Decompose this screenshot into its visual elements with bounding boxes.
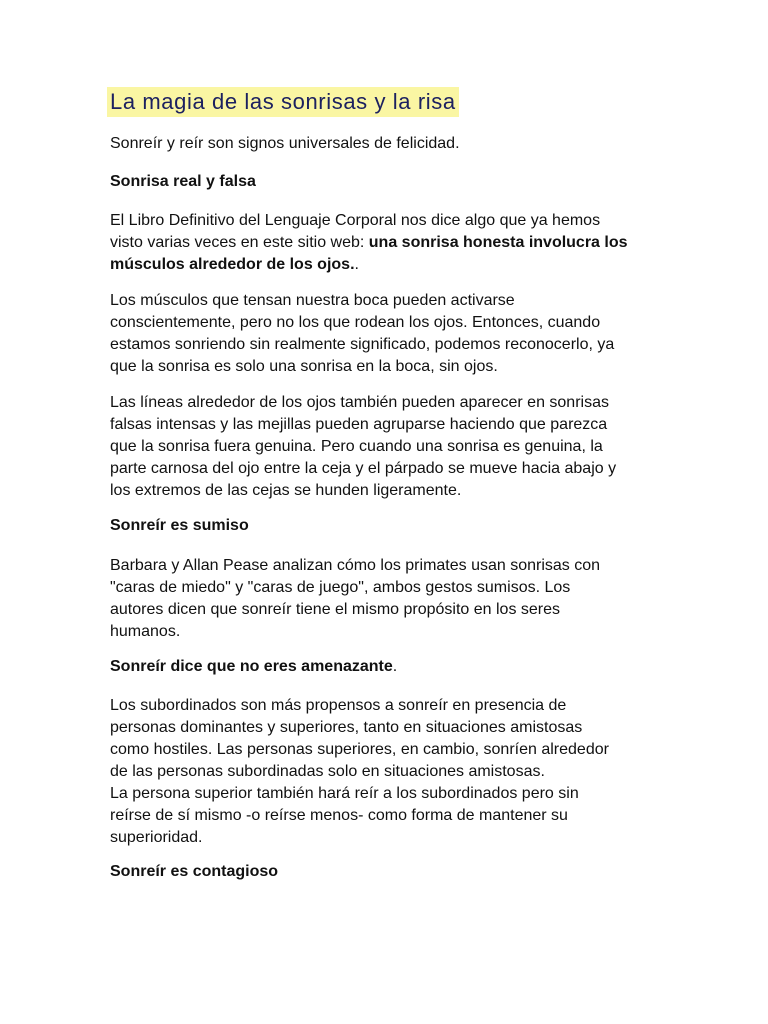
text-line: los extremos de las cejas se hunden ligeramente. (110, 482, 462, 499)
section-heading-contagioso (110, 861, 278, 883)
text-line: superioridad. (110, 829, 203, 846)
text-line: conscientemente, pero no los que rodean los ojos. Entonces, cuando (110, 314, 601, 331)
heading-period: . (392, 658, 398, 675)
text-line: que la sonrisa fuera genuina. Pero cuando una sonrisa es genuina, la (110, 438, 603, 455)
text-line: parte carnosa del ojo entre la ceja y el párpado se mueve hacia abajo y (110, 460, 617, 477)
text-line: personas dominantes y superiores, tanto en situaciones amistosas (110, 719, 583, 736)
text-line: de las personas subordinadas solo en situaciones amistosas. (110, 763, 545, 780)
paragraph (110, 210, 628, 276)
text-line: Sonreír y reír son signos universales de felicidad. (110, 135, 460, 152)
text-line: humanos. (110, 623, 181, 640)
text-line: reírse de sí mismo -o reírse menos- como forma de mantener su (110, 807, 568, 824)
text-line (110, 232, 628, 254)
paragraph (110, 392, 616, 502)
document-title: La magia de las sonrisas y la risa (107, 87, 459, 117)
section-heading-text: Sonreír es contagioso (110, 863, 279, 880)
text-segment: visto varias veces en este sitio web: (110, 234, 369, 251)
paragraph (110, 695, 609, 849)
text-line: La persona superior también hará reír a los subordinados pero sin (110, 785, 579, 802)
text-line: Las líneas alrededor de los ojos también pueden aparecer en sonrisas (110, 394, 609, 411)
section-heading-sumiso (110, 515, 249, 537)
text-line: Los músculos que tensan nuestra boca pueden activarse (110, 292, 515, 309)
section-heading-text: Sonreír es sumiso (110, 517, 249, 534)
text-line: El Libro Definitivo del Lenguaje Corporal nos dice algo que ya hemos (110, 212, 601, 229)
text-line: falsas intensas y las mejillas pueden agruparse haciendo que parezca (110, 416, 608, 433)
section-heading-text: Sonrisa real y falsa (110, 173, 256, 190)
section-heading-line (110, 656, 397, 678)
bold-text-segment: una sonrisa honesta involucra los (368, 234, 628, 251)
section-heading-text: Sonreír dice que no eres amenazante (110, 658, 393, 675)
bold-text-segment: músculos alrededor de los ojos. (110, 256, 355, 273)
text-line: "caras de miedo" y "caras de juego", ambos gestos sumisos. Los (110, 579, 571, 596)
text-segment: . (354, 256, 359, 273)
section-heading-real-falsa (110, 171, 256, 193)
text-line: estamos sonriendo sin realmente significado, podemos reconocerlo, ya (110, 336, 615, 353)
text-line: autores dicen que sonreír tiene el mismo propósito en los seres (110, 601, 561, 618)
paragraph (110, 555, 600, 643)
paragraph (110, 290, 614, 378)
text-line: como hostiles. Las personas superiores, en cambio, sonríen alrededor (110, 741, 609, 758)
text-line: Barbara y Allan Pease analizan cómo los primates usan sonrisas con (110, 557, 601, 574)
text-line (110, 254, 628, 276)
intro-paragraph (110, 133, 460, 155)
text-line: Los subordinados son más propensos a sonreír en presencia de (110, 697, 567, 714)
section-heading-amenazante (110, 656, 397, 678)
text-line: que la sonrisa es solo una sonrisa en la boca, sin ojos. (110, 358, 498, 375)
